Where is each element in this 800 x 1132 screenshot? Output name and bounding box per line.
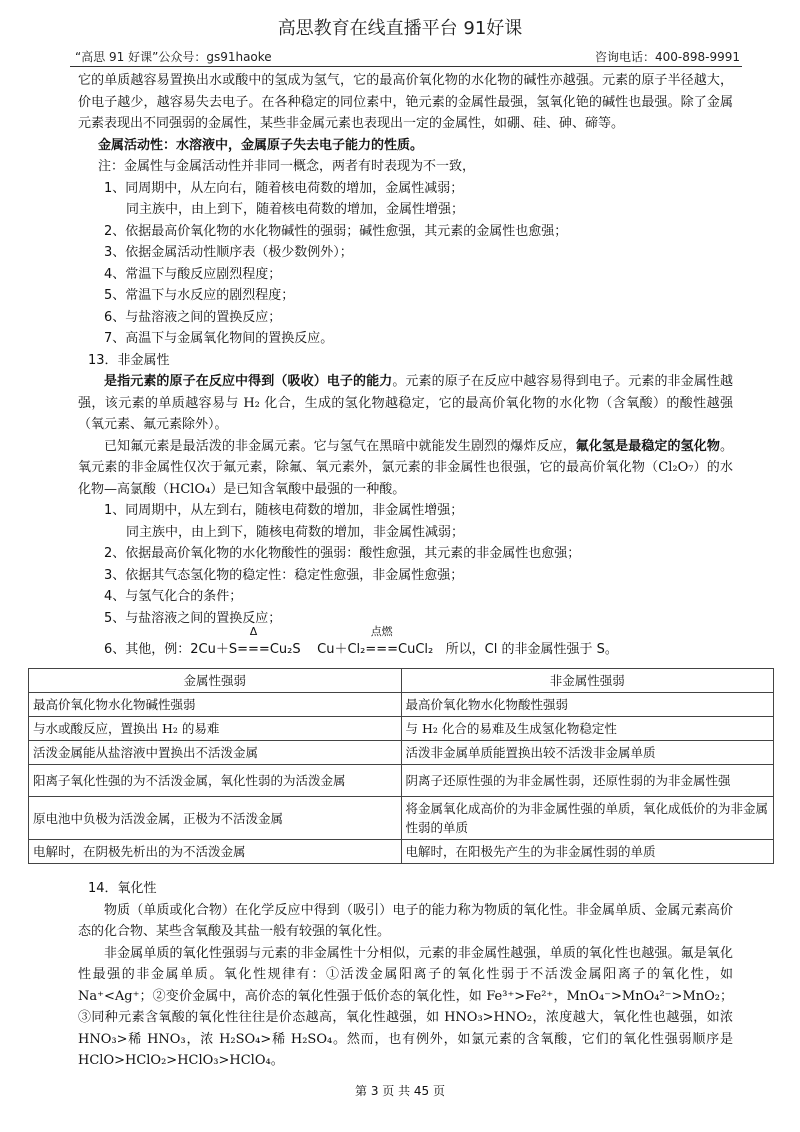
metal-item: 1、同周期中，从左向右，随着核电荷数的增加，金属性减弱； <box>104 180 464 196</box>
nonmetal-heading: 13．非金属性 <box>88 352 170 368</box>
fluorine-bold: 氟化氢是最稳定的氢化物 <box>575 438 720 454</box>
header-wechat: “高思 91 好课”公众号：gs91haoke <box>75 50 272 64</box>
eq1-condition: Δ <box>249 625 258 638</box>
table-row <box>29 797 774 840</box>
eq2-left: Cu＋Cl₂ <box>317 642 366 657</box>
nonmetal-item: 2、依据最高价氧化物的水化物酸性的强弱：酸性愈强，其元素的非金属性也愈强； <box>104 546 581 561</box>
table-header-metal: 金属性强弱 <box>29 669 402 693</box>
table-cell: 电解时，在阳极先产生的为非金属性弱的单质 <box>401 840 774 864</box>
table-cell: 将金属氧化成高价的为非金属性强的单质，氧化成低价的为非金属性弱的单质 <box>401 797 774 840</box>
eq2-right: CuCl₂ <box>398 642 434 657</box>
table-cell: 与水或酸反应，置换出 H₂ 的易难 <box>29 717 402 741</box>
table-cell: 最高价氧化物水化物酸性强弱 <box>401 693 774 717</box>
nonmetal-item: 1、同周期中，从左到右，随核电荷数的增加，非金属性增强； <box>104 503 464 518</box>
eq1-left: 2Cu＋S <box>190 642 238 657</box>
oxidation-heading: 14．氧化性 <box>88 881 157 896</box>
eq1-arrow <box>237 625 270 661</box>
item6-prefix: 6、其他，例： <box>104 642 191 657</box>
page-footer: 第 3 页 共 45 页 <box>355 1084 445 1098</box>
comparison-table <box>28 668 774 864</box>
eq1-right: Cu₂S <box>269 642 301 657</box>
intro-paragraph: 它的单质越容易置换出水或酸中的氢成为氢气，它的最高价氧化物的水化物的碱性亦越强。元素的原子半径越大，价电子越少，越容易失去电子。在各种稳定的同位素中，铯元素的金属性最强，氢氧化铯的碱性也最强。除了金属元素表现出不同强弱的金属性，某些非金属元素也表现出一定的金属性，如硼、硅、砷、碲等。 <box>78 73 733 131</box>
fluorine-text-b: 。氧元素的非金属性仅次于氟元素，除氟、氧元素外，氯元素的非金属性也很强，它的最高价氧化物（Cl₂O₇）的水化物—高氯酸（HClO₄）是已知含氧酸中最强的一种酸。 <box>78 438 733 497</box>
fluorine-paragraph <box>78 436 733 501</box>
oxidation-paragraph-1: 物质（单质或化合物）在化学反应中得到（吸引）电子的能力称为物质的氧化性。非金属单质、金属元素高价态的化合物、某些含氧酸及其盐一般有较强的氧化性。 <box>78 902 733 939</box>
eq2-condition: 点燃 <box>370 625 393 638</box>
metal-item: 2、依据最高价氧化物的水化物碱性的强弱；碱性愈强，其元素的金属性也愈强； <box>104 223 568 239</box>
header-row <box>75 48 740 65</box>
table-row <box>29 741 774 765</box>
nonmetal-item: 5、与盐溶液之间的置换反应； <box>104 610 282 626</box>
table-row <box>29 717 774 741</box>
page-title: 高思教育在线直播平台 91好课 <box>277 18 523 39</box>
table-cell: 原电池中负极为活泼金属，正极为不活泼金属 <box>29 797 402 840</box>
example-equations <box>104 625 733 661</box>
table-cell: 活泼金属能从盐溶液中置换出不活泼金属 <box>29 741 402 765</box>
table-row <box>29 765 774 797</box>
metal-item: 3、依据金属活动性顺序表（极少数例外）； <box>104 245 353 260</box>
table-header-row <box>29 669 774 693</box>
metal-item: 5、常温下与水反应的剧烈程度； <box>104 288 295 303</box>
table-cell: 最高价氧化物水化物碱性强弱 <box>29 693 402 717</box>
table-header-nonmetal: 非金属性强弱 <box>401 669 774 693</box>
table-row <box>29 693 774 717</box>
table-cell: 电解时，在阴极先析出的为不活泼金属 <box>29 840 402 864</box>
nonmetal-item: 3、依据其气态氢化物的稳定性：稳定性愈强，非金属性愈强； <box>104 567 464 583</box>
table-row <box>29 840 774 864</box>
table-cell: 阴离子还原性强的为非金属性弱，还原性弱的为非金属性强 <box>401 765 774 797</box>
fluorine-text-a: 已知氟元素是最活泼的非金属元素。它与氢气在黑暗中就能发生剧烈的爆炸反应， <box>104 438 576 454</box>
document-body <box>78 70 733 661</box>
nonmetal-definition-rest: 。元素的原子在反应中越容易得到电子。元素的非金属性越强，该元素的单质越容易与 H₂ 化合，生成的氢化物越稳定，它的最高价氧化物的水化物（含氧酸）的酸性越强（氧元素、氟元素除外）。 <box>78 374 733 432</box>
nonmetal-item: 4、与氢气化合的条件； <box>104 589 243 604</box>
table-cell: 阳离子氧化性强的为不活泼金属，氧化性弱的为活泼金属 <box>29 765 402 797</box>
oxidation-paragraph-2: 非金属单质的氧化性强弱与元素的非金属性十分相似，元素的非金属性越强，单质的氧化性也越强。氟是氧化性最强的非金属单质。氧化性规律有：①活泼金属阳离子的氧化性弱于不活泼金属阳离子的氧化性，如 Na⁺<Ag⁺；②变价金属中，高价态的氧化性强于低价态的氧化性，如 Fe³⁺>Fe²⁺，MnO₄⁻>MnO₄²⁻>MnO₂；③同种元素含氧酸的氧化性往往是价态越高，氧化性越强，如 HNO₃>HNO₂，浓度越大，氧化性也越强，如浓 HNO₃>稀 HNO₃，浓 H₂SO₄>稀 H₂SO₄。然而，也有例外，如氯元素的含氧酸，它们的氧化性强弱顺序是 HClO>HClO₂>HClO₃>HClO₄。 <box>78 945 733 1068</box>
table-cell: 与 H₂ 化合的易难及生成氢化物稳定性 <box>401 717 774 741</box>
eq2-arrow <box>365 625 399 661</box>
nonmetal-item: 同主族中，由上到下，随核电荷数的增加，非金属性减弱； <box>126 524 465 540</box>
metal-item: 6、与盐溶液之间的置换反应； <box>104 309 282 325</box>
metal-item: 7、高温下与金属氧化物间的置换反应。 <box>104 331 334 346</box>
header-phone: 咨询电话：400-898-9991 <box>594 50 740 64</box>
metal-activity-heading: 金属活动性：水溶液中，金属原子失去电子能力的性质。 <box>98 137 424 153</box>
item6-suffix: 所以，Cl 的非金属性强于 S。 <box>445 642 618 657</box>
oxidation-section <box>78 878 733 1072</box>
metal-activity-note: 注：金属性与金属活动性并非同一概念，两者有时表现为不一致， <box>98 159 476 174</box>
eq2-equals: === <box>365 642 399 657</box>
eq1-equals: === <box>237 642 270 657</box>
header-divider <box>70 66 742 67</box>
table-cell: 活泼非金属单质能置换出较不活泼非金属单质 <box>401 741 774 765</box>
nonmetal-definition <box>78 371 733 436</box>
metal-item: 同主族中，由上到下，随着核电荷数的增加，金属性增强； <box>126 202 465 217</box>
nonmetal-definition-bold: 是指元素的原子在反应中得到（吸收）电子的能力 <box>104 374 393 389</box>
metal-item: 4、常温下与酸反应剧烈程度； <box>104 266 282 282</box>
